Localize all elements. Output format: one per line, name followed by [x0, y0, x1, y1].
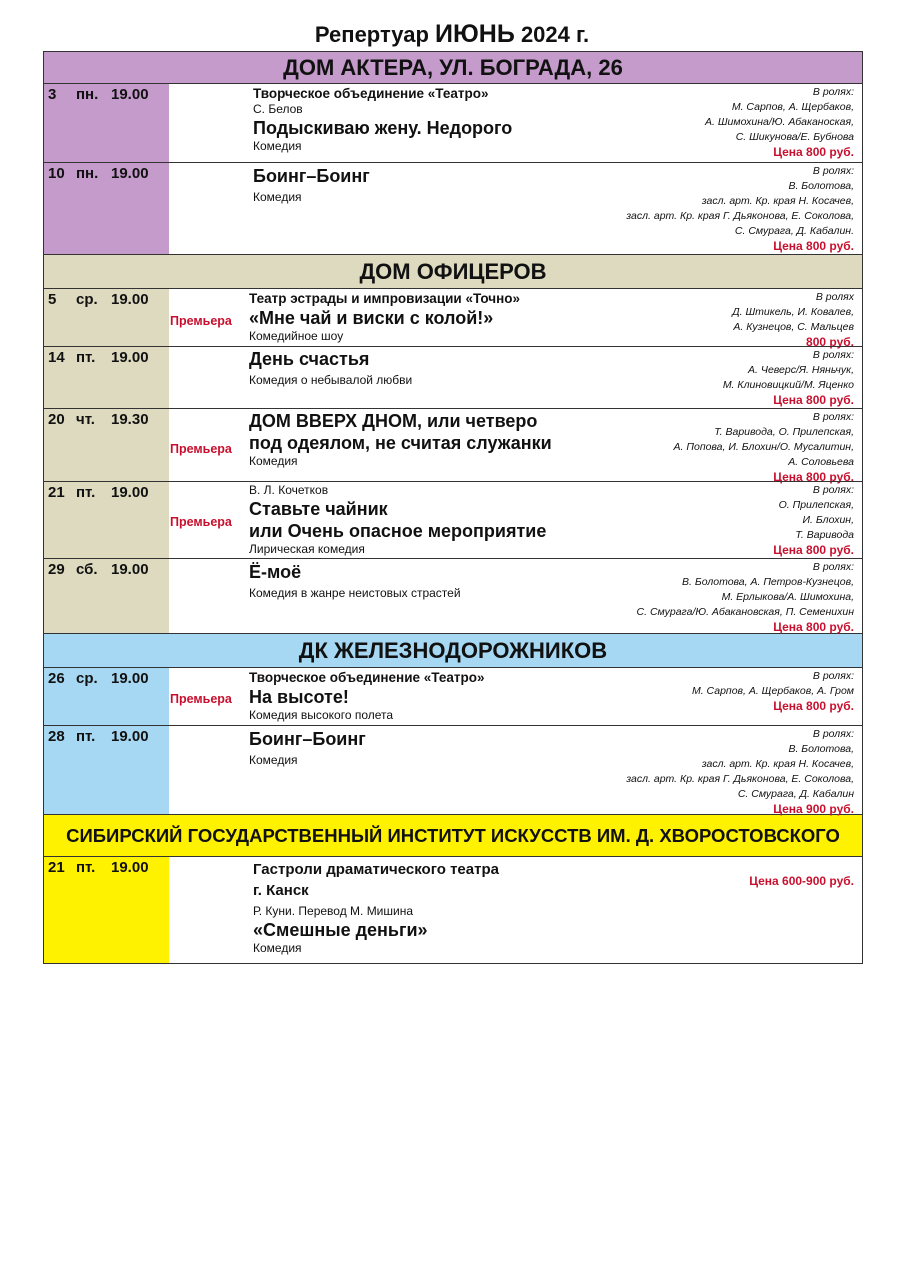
date-cell [44, 559, 169, 633]
company-name: Творческое объединение «Театро» [249, 670, 485, 685]
cast-block [626, 164, 854, 254]
company-name: Творческое объединение «Театро» [253, 86, 489, 101]
event-datetime [48, 86, 149, 103]
title-month: ИЮНЬ [435, 20, 515, 48]
ticket-price: Цена 600-900 руб. [749, 874, 854, 888]
show-genre: Комедия [249, 753, 298, 767]
venue-header: ДК ЖЕЛЕЗНОДОРОЖНИКОВ [44, 633, 862, 667]
event-datetime [48, 165, 149, 182]
cast-line: засл. арт. Кр. края Н. Косачев, [701, 758, 854, 770]
cast-line: Д. Штикель, И. Ковалев, [732, 306, 854, 318]
premiere-label: Премьера [170, 442, 232, 456]
ticket-price: Цена 800 руб. [773, 470, 854, 484]
show-genre: Комедия о небывалой любви [249, 373, 413, 387]
event-row [44, 408, 862, 484]
ticket-price: Цена 800 руб. [773, 699, 854, 713]
cast-line: С. Шикунова/Е. Бубнова [735, 131, 854, 143]
show-title-line: или Очень опасное мероприятие [249, 521, 547, 541]
event-row [44, 725, 862, 814]
event-day: 29 [48, 561, 65, 578]
cast-line: М. Клиновицкий/М. Яценко [722, 379, 854, 391]
event-day: 21 [48, 859, 65, 876]
show-genre: Комедия высокого полета [249, 708, 394, 722]
event-time: 19.00 [111, 86, 149, 103]
show-title-line: под одеялом, не считая служанки [249, 433, 552, 453]
event-row [44, 856, 862, 963]
event-time: 19.00 [111, 859, 149, 876]
date-cell [44, 857, 169, 963]
event-time: 19.00 [111, 728, 149, 745]
tour-line: г. Канск [253, 882, 309, 899]
ticket-price: 800 руб. [806, 335, 854, 349]
cast-label: В ролях: [812, 86, 854, 98]
event-time: 19.00 [111, 561, 149, 578]
cast-line: М. Сарпов, А. Щербаков, А. Гром [691, 685, 854, 697]
event-info [249, 727, 366, 768]
cast-line: Т. Варивода, О. Прилепская, [714, 426, 854, 438]
event-time: 19.00 [111, 670, 149, 687]
cast-line: Т. Варивода [795, 529, 854, 541]
event-weekday: пт. [76, 484, 96, 501]
cast-line: М. Ерлыкова/А. Шимохина, [721, 591, 854, 603]
premiere-label: Премьера [170, 692, 232, 706]
event-datetime [48, 411, 149, 428]
date-cell [44, 482, 169, 558]
event-day: 10 [48, 165, 65, 182]
event-row [44, 481, 862, 558]
cast-block [773, 483, 854, 558]
event-info [249, 290, 520, 344]
cast-label: В ролях: [812, 349, 854, 361]
event-info [253, 858, 499, 956]
event-datetime [48, 349, 149, 366]
show-title: «Мне чай и виски с колой!» [249, 308, 494, 328]
event-info [249, 669, 484, 723]
show-title-line: ДОМ ВВЕРХ ДНОМ, или четверо [249, 411, 538, 431]
ticket-price: Цена 800 руб. [773, 620, 854, 634]
event-info [253, 164, 370, 205]
venue-header: СИБИРСКИЙ ГОСУДАРСТВЕННЫЙ ИНСТИТУТ ИСКУССТВ ИМ. Д. ХВОРОСТОВСКОГО [44, 814, 862, 856]
event-time: 19.30 [111, 411, 149, 428]
event-weekday: пт. [76, 859, 96, 876]
event-info [249, 483, 546, 557]
event-row [44, 288, 862, 349]
event-day: 20 [48, 411, 65, 428]
cast-block [674, 410, 854, 485]
event-datetime [48, 291, 149, 308]
cast-line: В. Болотова, [788, 180, 854, 192]
event-info [253, 85, 512, 154]
show-title: На высоте! [249, 687, 349, 707]
cast-line: О. Прилепская, [778, 499, 854, 511]
event-time: 19.00 [111, 349, 149, 366]
event-row [44, 162, 862, 254]
cast-label: В ролях: [812, 411, 854, 423]
cast-label: В ролях: [812, 561, 854, 573]
event-time: 19.00 [111, 165, 149, 182]
event-datetime [48, 728, 149, 745]
event-day: 28 [48, 728, 65, 745]
event-info [249, 560, 461, 601]
event-weekday: сб. [76, 561, 98, 578]
event-weekday: ср. [76, 670, 98, 687]
show-genre: Комедийное шоу [249, 329, 344, 343]
event-weekday: пт. [76, 728, 96, 745]
event-datetime [48, 561, 149, 578]
cast-label: В ролях [815, 291, 854, 303]
event-weekday: чт. [76, 411, 95, 428]
cast-line: М. Сарпов, А. Щербаков, [731, 101, 854, 113]
event-info [249, 410, 552, 469]
cast-line: А. Чеверс/Я. Няньчук, [748, 364, 854, 376]
show-title: Боинг–Боинг [249, 729, 366, 749]
cast-line: С. Смурага/Ю. Абакановская, П. Семенихин [636, 606, 854, 618]
event-row [44, 667, 862, 725]
show-genre: Комедия в жанре неистовых страстей [249, 586, 461, 600]
event-day: 14 [48, 349, 65, 366]
show-genre: Комедия [253, 941, 302, 955]
cast-line: С. Смурага, Д. Кабалин [737, 788, 854, 800]
cast-line: А. Попова, И. Блохин/О. Мусалитин, [673, 441, 854, 453]
date-cell [44, 163, 169, 254]
date-cell [44, 84, 169, 162]
show-title: Подыскиваю жену. Недорого [253, 118, 513, 138]
cast-block [732, 290, 854, 350]
cast-line: А. Соловьева [788, 456, 854, 468]
venue-header: ДОМ АКТЕРА, УЛ. БОГРАДА, 26 [44, 51, 862, 83]
company-name: Театр эстрады и импровизации «Точно» [249, 291, 521, 306]
cast-block [626, 727, 854, 817]
author-name: В. Л. Кочетков [249, 483, 329, 497]
schedule-table [43, 51, 863, 964]
cast-line: засл. арт. Кр. края Г. Дьяконова, Е. Соколова, [626, 773, 854, 785]
event-datetime [48, 670, 149, 687]
event-datetime [48, 859, 149, 876]
event-info [249, 348, 412, 388]
event-time: 19.00 [111, 291, 149, 308]
cast-line: В. Болотова, А. Петров-Кузнецов, [682, 576, 854, 588]
cast-line: засл. арт. Кр. края Г. Дьяконова, Е. Соколова, [626, 210, 854, 222]
title-year: 2024 г. [520, 22, 590, 47]
event-day: 3 [48, 86, 57, 103]
event-datetime [48, 484, 149, 501]
cast-line: В. Болотова, [788, 743, 854, 755]
author-name: Р. Куни. Перевод М. Мишина [253, 904, 414, 918]
title-prefix: Репертуар [314, 22, 429, 47]
event-weekday: пн. [76, 165, 99, 182]
ticket-price: Цена 800 руб. [773, 145, 854, 159]
date-cell [44, 668, 169, 725]
event-row [44, 346, 862, 408]
show-genre: Комедия [253, 190, 302, 204]
event-weekday: пн. [76, 86, 99, 103]
event-weekday: пт. [76, 349, 96, 366]
cast-line: А. Кузнецов, С. Мальцев [733, 321, 854, 333]
show-genre: Лирическая комедия [249, 542, 365, 556]
ticket-price: Цена 800 руб. [773, 239, 854, 253]
ticket-price: Цена 800 руб. [773, 393, 854, 407]
show-title: Боинг–Боинг [253, 166, 370, 186]
cast-line: засл. арт. Кр. края Н. Косачев, [701, 195, 854, 207]
show-genre: Комедия [249, 454, 298, 468]
cast-block [705, 85, 854, 160]
show-title: «Смешные деньги» [253, 920, 428, 940]
cast-block [637, 560, 854, 635]
show-title: Ё-моё [249, 562, 302, 582]
premiere-label: Премьера [170, 515, 232, 529]
date-cell [44, 409, 169, 481]
show-title-line: Ставьте чайник [249, 499, 388, 519]
cast-line: И. Блохин, [802, 514, 854, 526]
date-cell [44, 289, 169, 346]
cast-block [692, 669, 854, 714]
page-title [0, 20, 904, 49]
premiere-label: Премьера [170, 314, 232, 328]
event-day: 21 [48, 484, 65, 501]
cast-label: В ролях: [812, 728, 854, 740]
cast-line: С. Смурага, Д. Кабалин. [734, 225, 854, 237]
cast-line: А. Шимохина/Ю. Абаканоская, [705, 116, 854, 128]
ticket-price: Цена 900 руб. [773, 802, 854, 816]
cast-label: В ролях: [812, 165, 854, 177]
date-cell [44, 347, 169, 408]
show-genre: Комедия [253, 139, 302, 153]
event-row [44, 83, 862, 162]
author-name: С. Белов [253, 102, 303, 116]
cast-label: В ролях: [812, 670, 854, 682]
event-day: 26 [48, 670, 65, 687]
cast-block [749, 858, 854, 889]
event-weekday: ср. [76, 291, 98, 308]
cast-block [723, 348, 854, 408]
ticket-price: Цена 800 руб. [773, 543, 854, 557]
show-title: День счастья [249, 349, 370, 369]
event-day: 5 [48, 291, 57, 308]
event-row [44, 558, 862, 633]
cast-label: В ролях: [812, 484, 854, 496]
venue-header: ДОМ ОФИЦЕРОВ [44, 254, 862, 288]
date-cell [44, 726, 169, 814]
tour-line: Гастроли драматического театра [253, 861, 499, 878]
event-time: 19.00 [111, 484, 149, 501]
